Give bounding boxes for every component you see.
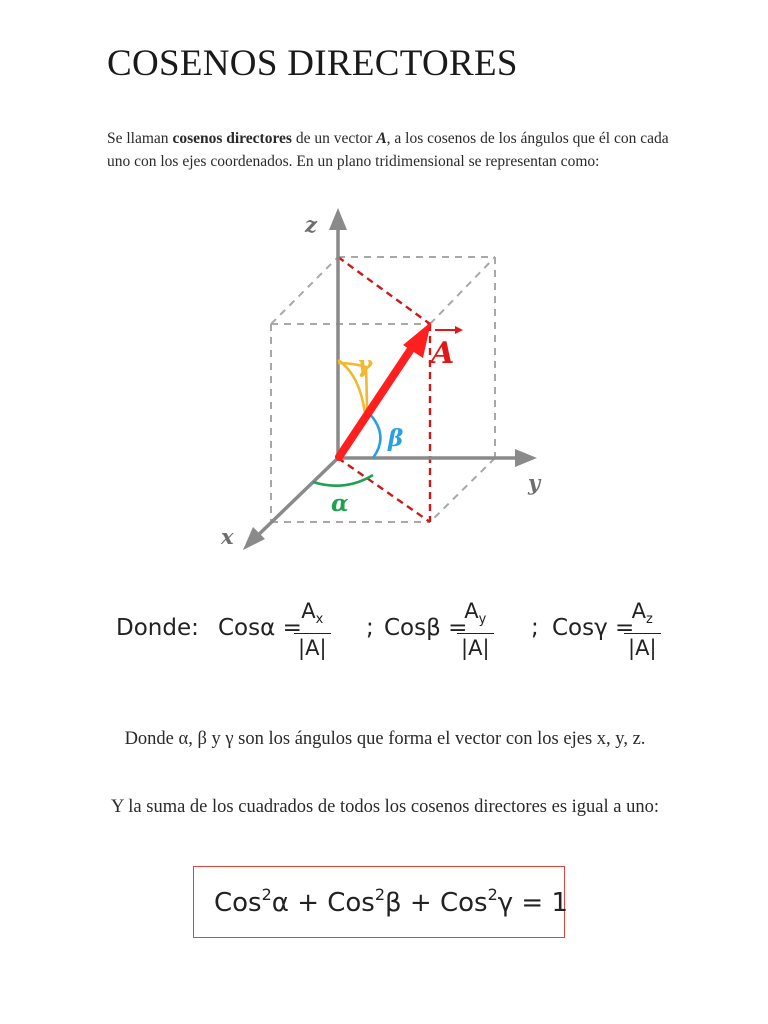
alpha-label: α (331, 490, 349, 517)
intro-paragraph (107, 127, 672, 173)
intro-bold-term: cosenos directores (172, 130, 292, 147)
axis-x-label: x (221, 524, 234, 549)
alpha-arc (313, 475, 373, 486)
direction-cosines-diagram (205, 200, 565, 560)
gamma-label: γ (357, 351, 373, 378)
angles-description: Donde α, β y γ son los ángulos que forma el vector con los ejes x, y, z. (124, 729, 646, 749)
separator-2: ; (531, 615, 539, 641)
cos-beta-fraction (457, 598, 494, 662)
identity-equation: Cos$^2$α + Cos$^2$β + Cos$^2$γ = 1 (214, 885, 568, 918)
sum-description: Y la suma de los cuadrados de todos los cosenos directores es igual a uno: (110, 797, 660, 817)
cos-gamma-label: Cosγ = (552, 615, 635, 641)
intro-text-3: , a los cosenos de los ángulos que él con cada uno con los ejes coordenados. En un plano tridimensional se representan como: (107, 130, 669, 170)
z-axis-arrowhead (329, 208, 347, 230)
identity-box (193, 866, 568, 938)
cos-gamma-fraction (624, 598, 661, 662)
separator-1: ; (366, 615, 374, 641)
vector-a-label: A (431, 336, 455, 371)
direction-cosine-formulas (112, 595, 682, 670)
cos-gamma-numerator: $A_z$ (631, 599, 653, 628)
x-axis (253, 458, 338, 540)
cos-beta-numerator: $A_y$ (464, 599, 487, 628)
y-axis-arrowhead (515, 449, 537, 467)
cos-alpha-numerator: $A_x$ (301, 599, 324, 628)
cos-alpha-denominator: |A| (294, 633, 331, 662)
beta-label: β (388, 425, 404, 452)
axis-y-label: y (528, 470, 541, 495)
cos-beta-denominator: |A| (457, 633, 494, 662)
cos-alpha-label: Cosα = (218, 615, 302, 641)
axis-z-label: z (305, 212, 317, 237)
beta-arc (368, 412, 380, 458)
intro-vector-name: A (376, 130, 387, 147)
vector-a-shaft (339, 340, 417, 457)
cos-beta-label: Cosβ = (384, 615, 468, 641)
page-title: COSENOS DIRECTORES (107, 43, 518, 84)
vector-arrow-icon (435, 326, 463, 334)
donde-label: Donde: (116, 615, 199, 641)
cos-alpha-fraction (294, 598, 331, 662)
intro-text-2: de un vector (291, 130, 377, 147)
cos-gamma-denominator: |A| (624, 633, 661, 662)
intro-text-1: Se llaman (107, 130, 173, 147)
